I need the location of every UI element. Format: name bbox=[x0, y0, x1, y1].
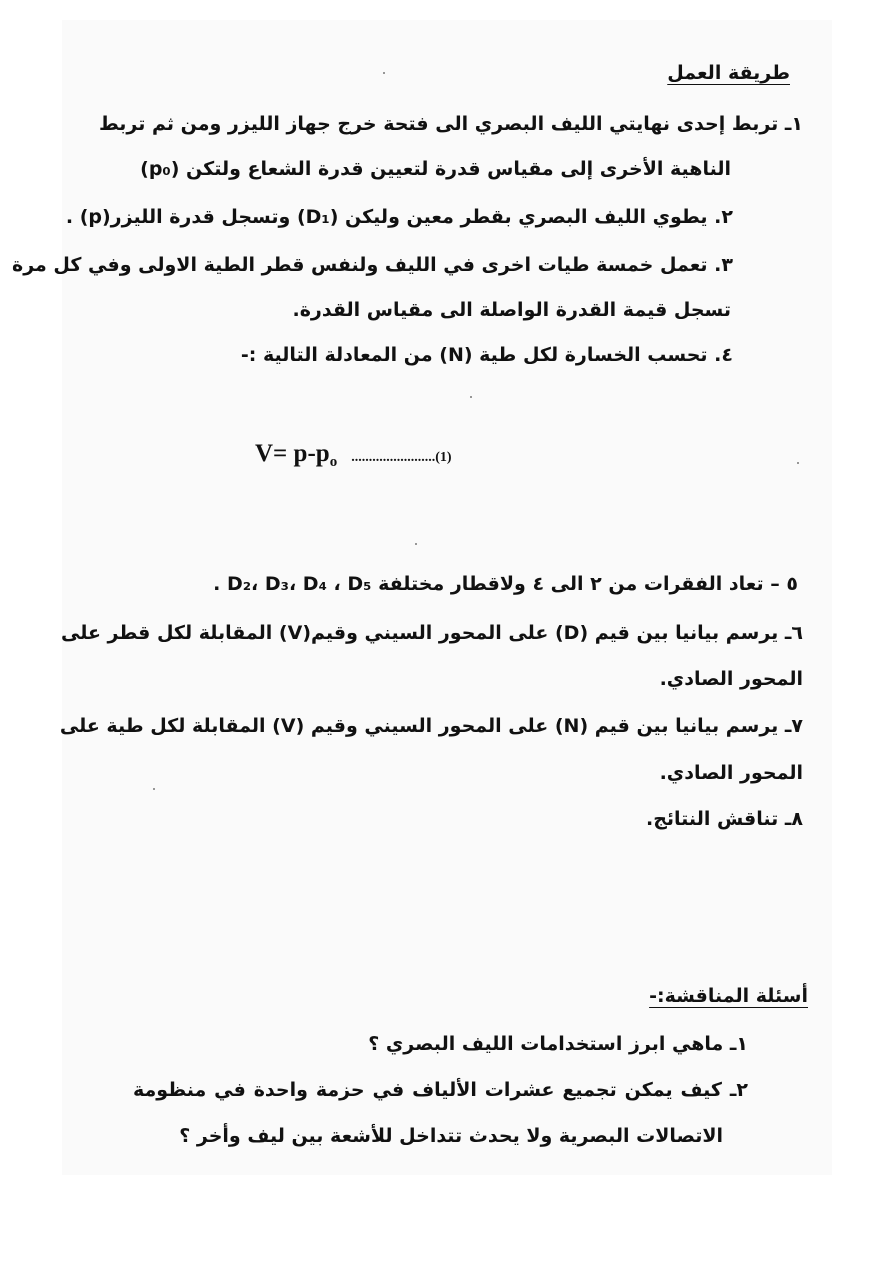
equation-number: ........................(1) bbox=[351, 450, 452, 465]
scan-speck bbox=[383, 72, 385, 74]
scan-speck bbox=[470, 396, 472, 398]
step-7-line-2: المحور الصادي. bbox=[659, 762, 803, 784]
scan-speck bbox=[797, 462, 799, 464]
procedure-heading: طريقة العمل bbox=[667, 62, 790, 84]
step-6-line-2: المحور الصادي. bbox=[659, 668, 803, 690]
step-5: ٥ – تعاد الفقرات من ٢ الى ٤ ولاقطار مختلفة D₂، D₃، D₄ ، D₅ . bbox=[213, 573, 798, 595]
loss-equation bbox=[255, 440, 452, 471]
step-3-line-1: ٣. تعمل خمسة طيات اخرى في الليف ولنفس قطر الطية الاولى وفي كل مرة bbox=[12, 254, 733, 276]
scan-speck bbox=[415, 543, 417, 545]
step-4: ٤. تحسب الخسارة لكل طية (N) من المعادلة التالية :- bbox=[240, 344, 733, 366]
step-3-line-2: تسجل قيمة القدرة الواصلة الى مقياس القدرة. bbox=[292, 299, 731, 321]
equation-expression: V= p-p bbox=[255, 440, 330, 467]
discussion-question-2-line-2: الاتصالات البصرية ولا يحدث تتداخل للأشعة بين ليف وأخر ؟ bbox=[179, 1125, 723, 1147]
step-8: ٨ـ تناقش النتائج. bbox=[646, 808, 803, 830]
discussion-question-1: ١ـ ماهي ابرز استخدامات الليف البصري ؟ bbox=[368, 1033, 748, 1055]
discussion-heading: أسئلة المناقشة:- bbox=[649, 985, 808, 1007]
step-2: ٢. يطوي الليف البصري بقطر معين وليكن (D₁) وتسجل قدرة الليزر(p) . bbox=[65, 206, 733, 228]
discussion-question-2-line-1: ٢ـ كيف يمكن تجميع عشرات الألياف في حزمة واحدة في منظومة bbox=[133, 1079, 748, 1101]
step-6-line-1: ٦ـ يرسم بيانيا بين قيم (D) على المحور السيني وقيم(V) المقابلة لكل قطر على bbox=[60, 622, 803, 644]
step-1-line-1: ١ـ تربط إحدى نهايتي الليف البصري الى فتحة خرج جهاز الليزر ومن ثم تربط bbox=[98, 113, 803, 135]
scan-speck bbox=[153, 788, 155, 790]
step-7-line-1: ٧ـ يرسم بيانيا بين قيم (N) على المحور السيني وقيم (V) المقابلة لكل طية على bbox=[59, 715, 803, 737]
equation-subscript: o bbox=[329, 454, 338, 470]
step-1-line-2: الناهية الأخرى إلى مقياس قدرة لتعيين قدرة الشعاع ولتكن (p₀) bbox=[140, 158, 731, 180]
